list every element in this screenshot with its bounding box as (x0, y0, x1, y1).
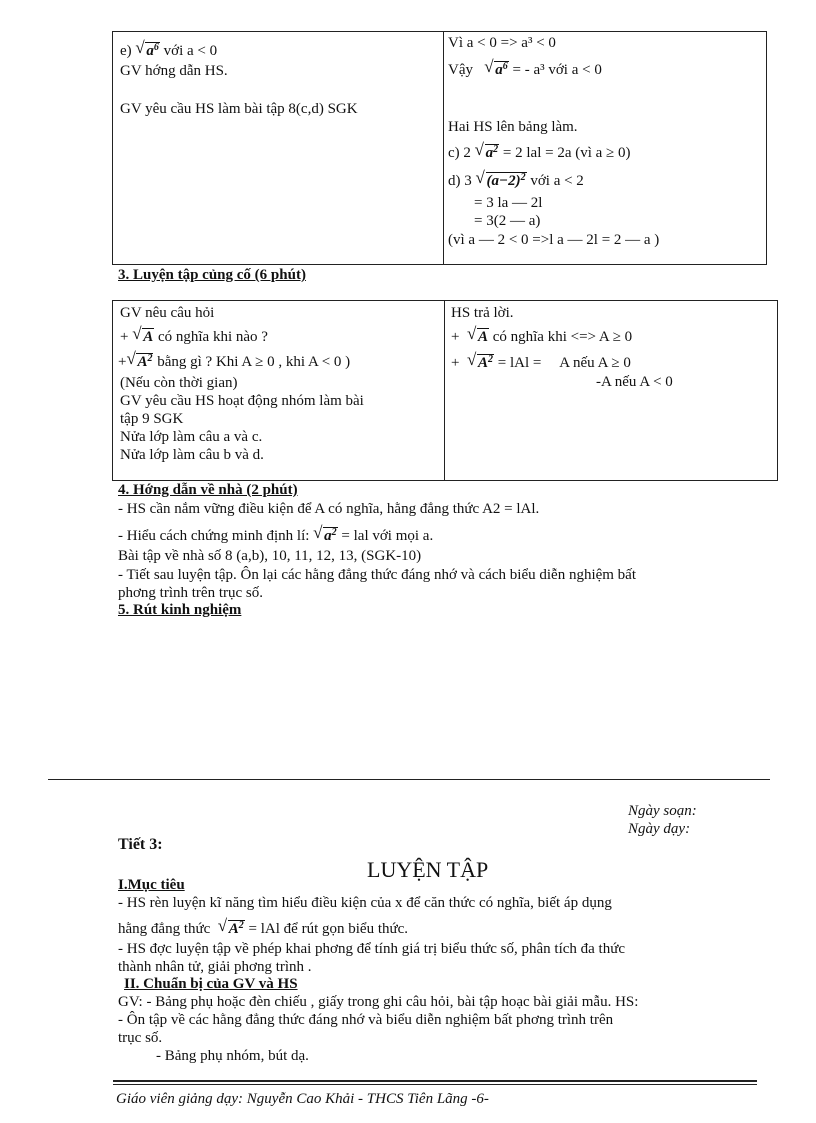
t1-left-line3: GV yêu cầu HS làm bài tập 8(c,d) SGK (120, 101, 358, 117)
t1-right-line5: d) 3 √ $(a-2)^2$ với a < 2 (448, 172, 584, 190)
t1-right-line1: Vì a < 0 => a³ < 0 (448, 35, 556, 51)
s4-line1: - HS cần nắm vững điều kiện để A có nghĩa, hằng đẳng thức A2 = lAl. (118, 501, 540, 517)
t2-left-line8: Nửa lớp làm câu b và d. (120, 447, 264, 463)
t2-right-line4: -A nếu A < 0 (596, 374, 673, 390)
cb-line4: - Bảng phụ nhóm, bút dạ. (156, 1048, 309, 1064)
mt-line3: - HS đợc luyện tập về phép khai phơng để tính giá trị biểu thức số, phân tích đa thức (118, 941, 626, 957)
cb-line3: trục số. (118, 1030, 163, 1046)
t1-right-line4: c) 2 √ $a^2 = 2$ lal = 2a (vì a ≥ 0) (448, 144, 631, 162)
page-title: LUYỆN TẬP (367, 857, 489, 882)
section-3-title: 3. Luyện tập củng cố (6 phút) (118, 267, 306, 283)
chuan-bi-title: II. Chuẩn bị của GV và HS (124, 976, 298, 992)
t1-right-line7: = 3(2 — a) (474, 213, 541, 229)
tiet-label: Tiết 3: (118, 836, 163, 853)
footer-rule-1 (113, 1080, 757, 1082)
t1-right-line6: = 3 la — 2l (474, 195, 543, 211)
table-1-divider (443, 31, 444, 264)
t2-left-line6: tập 9 SGK (120, 411, 184, 427)
t1-right-line3: Hai HS lên bảng làm. (448, 119, 578, 135)
t2-left-line5: GV yêu cầu HS hoạt động nhóm làm bài (120, 393, 364, 409)
footer-rule-2 (113, 1084, 757, 1085)
t2-left-line3: +√ $A^2$ bằng gì ? Khi A ≥ 0 , khi A < 0 ) (118, 353, 350, 371)
s4-line2: - Hiểu cách chứng minh định lí: √ $a^2$ = lal với mọi a. (118, 527, 433, 545)
mt-line1: - HS rèn luyện kĩ năng tìm hiểu điều kiện của x để căn thức có nghĩa, biết áp dụng (118, 895, 612, 911)
date-soan: Ngày soạn: (628, 803, 697, 819)
t2-right-line3: + √ $A^2$ = lAl = A nếu A ≥ 0 (451, 354, 631, 372)
mt-line4: thành nhân tử, giải phơng trình . (118, 959, 312, 975)
date-day: Ngày dạy: (628, 821, 691, 837)
cb-line1: GV: - Bảng phụ hoặc đèn chiếu , giấy trong ghi câu hỏi, bài tập hoạc bài giải mẫu. HS: (118, 994, 639, 1010)
mt-line2: hằng đẳng thức √ $A^2$ = lAl để rút gọn biểu thức. (118, 920, 408, 938)
table-2-divider (444, 300, 445, 480)
t1-left-line2: GV hớng dẫn HS. (120, 63, 228, 79)
t1-right-line2: Vậy √ $a^6$ = - a³ với a < 0 (448, 61, 602, 79)
s4-line4: - Tiết sau luyện tập. Ôn lại các hằng đẳng thức đáng nhớ và cách biểu diễn nghiệm bất (118, 567, 637, 583)
section-4-title: 4. Hớng dẫn về nhà (2 phút) (118, 482, 298, 498)
t1-left-line1: e) √ $a^6$ với a < 0 (120, 42, 217, 60)
t1-right-line8: (vì a — 2 < 0 =>l a — 2l = 2 — a ) (448, 232, 660, 248)
cb-line2: - Ôn tập về các hằng đẳng thức đáng nhớ và biểu diễn nghiệm bất phơng trình trên (118, 1012, 614, 1028)
t2-left-line4: (Nếu còn thời gian) (120, 375, 238, 391)
t2-right-line2: + √ A có nghĩa khi <=> A ≥ 0 (451, 328, 632, 346)
page-divider (48, 779, 770, 780)
s4-line5: phơng trình trên trục số. (118, 585, 263, 601)
t2-left-line1: GV nêu câu hỏi (120, 305, 215, 321)
t2-right-line1: HS trả lời. (451, 305, 514, 321)
t2-left-line7: Nửa lớp làm câu a và c. (120, 429, 263, 445)
s4-line3: Bài tập về nhà số 8 (a,b), 10, 11, 12, 13, (SGK-10) (118, 548, 422, 564)
footer-text: Giáo viên giảng dạy: Nguyễn Cao Khải - THCS Tiên Lãng -6- (116, 1091, 489, 1107)
t2-left-line2: + √ A có nghĩa khi nào ? (120, 328, 268, 346)
section-5-title: 5. Rút kinh nghiệm (118, 602, 242, 618)
muc-tieu-title: I.Mục tiêu (118, 877, 185, 893)
